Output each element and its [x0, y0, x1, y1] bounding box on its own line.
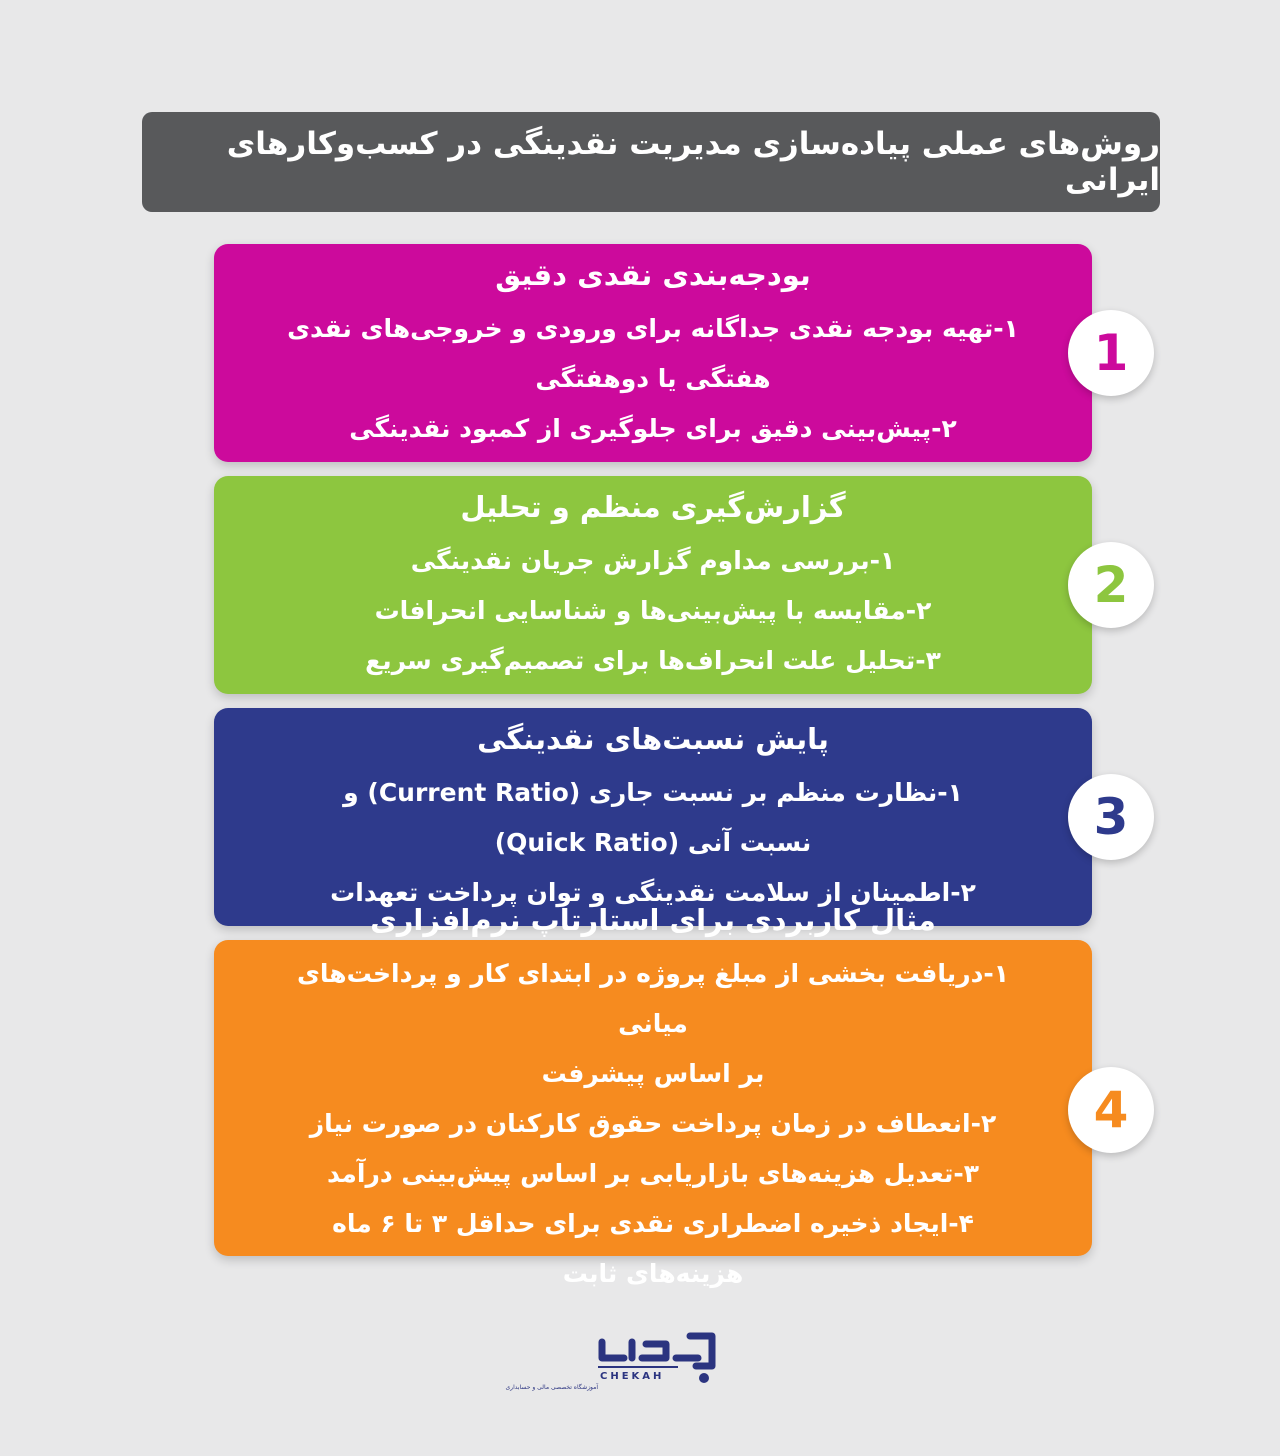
step-number: 2 [1093, 556, 1129, 614]
page-title [142, 112, 1160, 212]
card-line: نسبت آنی (Quick Ratio) [494, 828, 812, 857]
card-heading: مثال کاربردی برای استارتاپ نرم‌افزاری [370, 903, 936, 937]
card-liquidity-ratios [214, 708, 1092, 926]
card-line: بر اساس پیشرفت [541, 1059, 765, 1088]
step-number: 4 [1093, 1081, 1129, 1139]
card-line: ۱-بررسی مداوم گزارش جریان نقدینگی [410, 546, 896, 575]
chekah-logo-mark [505, 1328, 724, 1392]
page-title-text: روش‌های عملی پیاده‌سازی مدیریت نقدینگی در کسب‌وکارهای ایرانی [226, 126, 1160, 198]
card-line: ۲-مقایسه با پیش‌بینی‌ها و شناسایی انحرافات [374, 596, 932, 625]
card-line: ۲-انعطاف در زمان پرداخت حقوق کارکنان در صورت نیاز [309, 1109, 997, 1138]
card-line: ۲-پیش‌بینی دقیق برای جلوگیری از کمبود نقدینگی [349, 414, 957, 443]
card-regular-reporting [214, 476, 1092, 694]
step-number: 3 [1093, 788, 1129, 846]
card-line: ۳-تحلیل علت انحراف‌ها برای تصمیم‌گیری سریع [365, 646, 941, 675]
step-number: 1 [1093, 324, 1129, 382]
card-heading: گزارش‌گیری منظم و تحلیل [460, 490, 846, 524]
step-number-badge [1068, 542, 1154, 628]
card-line: هفتگی یا دوهفتگی [535, 364, 771, 393]
step-number-badge [1068, 774, 1154, 860]
chekah-logo [505, 1328, 724, 1392]
svg-text:آموزشگاه تخصصی مالی و حسابداری: آموزشگاه تخصصی مالی و حسابداری [505, 1384, 598, 1391]
card-line: ۳-تعدیل هزینه‌های بازاریابی بر اساس پیش‌بینی درآمد [326, 1159, 980, 1188]
card-heading: پایش نسبت‌های نقدینگی [477, 722, 829, 756]
card-line: ۱-نظارت منظم بر نسبت جاری (Current Ratio) و [343, 778, 963, 807]
step-number-badge [1068, 1067, 1154, 1153]
card-line: ۱-تهیه بودجه نقدی جداگانه برای ورودی و خروجی‌های نقدی [287, 314, 1019, 343]
card-startup-example [214, 903, 1092, 1288]
card-line: ۱-دریافت بخشی از مبلغ پروژه در ابتدای کار و پرداخت‌های میانی [296, 959, 1010, 1038]
step-number-badge [1068, 310, 1154, 396]
card-cash-budgeting [214, 244, 1092, 462]
svg-text:CHEKAH: CHEKAH [600, 1371, 665, 1382]
card-heading: بودجه‌بندی نقدی دقیق [495, 258, 811, 292]
card-line: ۲-اطمینان از سلامت نقدینگی و توان پرداخت تعهدات [330, 878, 976, 907]
card-line: ۴-ایجاد ذخیره اضطراری نقدی برای حداقل ۳ تا ۶ ماه هزینه‌های ثابت [332, 1209, 974, 1288]
